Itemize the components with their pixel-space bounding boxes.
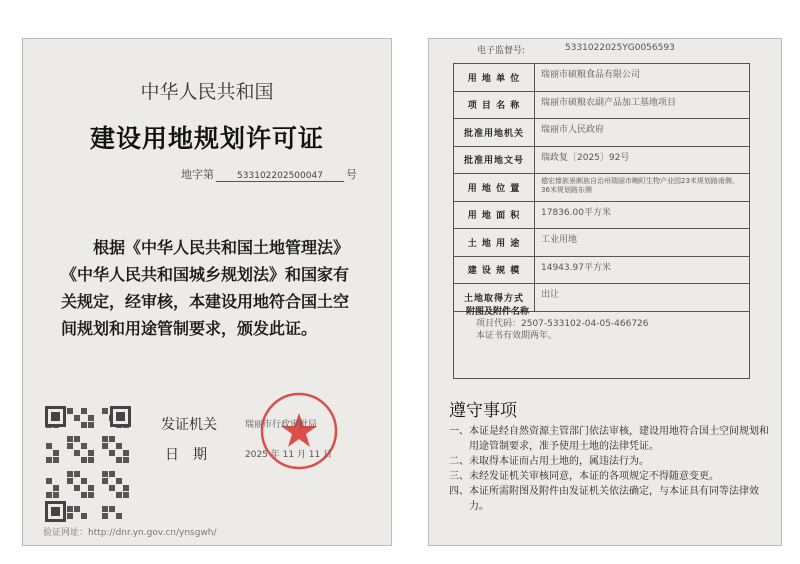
- qr-module: [88, 457, 94, 463]
- qr-module: [67, 471, 73, 477]
- field-value: 瑞丽市硕粮农副产品加工基地项目: [535, 91, 750, 119]
- qr-module: [109, 485, 115, 491]
- field-label: 用 地 位 置: [454, 174, 535, 202]
- qr-module: [123, 485, 129, 491]
- field-value: 14943.97平方米: [535, 256, 750, 284]
- qr-module: [116, 513, 122, 519]
- certificate-front-page: [22, 38, 392, 546]
- qr-module: [74, 471, 80, 477]
- field-label: 土地取得方式: [454, 284, 535, 312]
- qr-module: [53, 457, 59, 463]
- supervision-number: 5331022025YG0056593: [565, 43, 675, 53]
- field-value: 瑞丽市硕粮食品有限公司: [535, 64, 750, 92]
- qr-module: [102, 478, 108, 484]
- qr-module: [123, 450, 129, 456]
- field-value: 出让: [535, 284, 750, 312]
- field-label: 批准用地文号: [454, 146, 535, 174]
- table-row: [454, 174, 750, 202]
- qr-module: [74, 485, 80, 491]
- qr-module: [116, 457, 122, 463]
- qr-module: [67, 408, 73, 414]
- field-value: 德宏傣族景颇族自治州瑞丽市畹町生物产业园23米规划路南侧、36米规划路东侧: [535, 174, 750, 202]
- qr-module: [102, 513, 108, 519]
- land-info-table: [453, 63, 750, 312]
- qr-module: [51, 412, 60, 421]
- qr-module: [102, 443, 108, 449]
- field-value: 工业用地: [535, 229, 750, 257]
- attachments-box: [453, 298, 750, 379]
- qr-module: [102, 471, 108, 477]
- qr-module: [46, 443, 52, 449]
- field-label: 批准用地机关: [454, 119, 535, 147]
- supervision-label: 电子监督号:: [477, 46, 526, 56]
- field-value: 17836.00平方米: [535, 201, 750, 229]
- field-label: 建 设 规 模: [454, 256, 535, 284]
- qr-module: [67, 513, 73, 519]
- field-value: 瑞政复〔2025〕92号: [535, 146, 750, 174]
- qr-module: [109, 450, 115, 456]
- qr-module: [102, 436, 108, 442]
- field-label: 土 地 用 途: [454, 229, 535, 257]
- certificate-number: [181, 166, 357, 182]
- certificate-body: 根据《中华人民共和国土地管理法》《中华人民共和国城乡规划法》和国家有关规定，经审核，本建设用地符合国土空间规划和用途管制要求，颁发此证。: [61, 238, 350, 338]
- qr-module: [67, 506, 73, 512]
- qr-module: [67, 436, 73, 442]
- number-prefix: 地字第: [181, 168, 214, 181]
- qr-module: [88, 492, 94, 498]
- qr-module: [81, 443, 87, 449]
- qr-module: [81, 478, 87, 484]
- table-row: [454, 229, 750, 257]
- certificate-back-page: [428, 38, 782, 546]
- qr-module: [116, 443, 122, 449]
- qr-module: [46, 492, 52, 498]
- table-row: [454, 91, 750, 119]
- attachment-line: 项目代码：2507-533102-04-05-466726: [476, 319, 649, 329]
- qr-module: [88, 485, 94, 491]
- qr-module: [81, 492, 87, 498]
- qr-module: [51, 507, 60, 516]
- table-row: [454, 256, 750, 284]
- field-label: 用 地 单 位: [454, 64, 535, 92]
- rule-item: 三、未经发证机关审核同意，本证的各项规定不得随意变更。: [449, 471, 719, 482]
- certificate-title: 建设用地规划许可证: [89, 124, 324, 153]
- qr-module: [123, 492, 129, 498]
- qr-module: [116, 478, 122, 484]
- qr-module: [123, 457, 129, 463]
- qr-module: [109, 506, 115, 512]
- qr-module: [109, 471, 115, 477]
- qr-module: [81, 457, 87, 463]
- verify-url[interactable]: 验证网址：http://dnr.yn.gov.cn/ynsgwh/: [43, 528, 217, 538]
- table-row: [454, 146, 750, 174]
- qr-code[interactable]: [45, 406, 131, 522]
- qr-module: [88, 422, 94, 428]
- qr-module: [74, 436, 80, 442]
- attachment-line: 本证书有效期两年。: [476, 331, 558, 341]
- rule-item: 二、未取得本证而占用土地的，属违法行为。: [449, 456, 649, 467]
- country-name: 中华人民共和国: [140, 81, 274, 103]
- rules-title: 遵守事项: [449, 401, 517, 421]
- field-value: 瑞丽市人民政府: [535, 119, 750, 147]
- attachments-list: [476, 318, 649, 342]
- qr-module: [81, 408, 87, 414]
- field-label: 用 地 面 积: [454, 201, 535, 229]
- qr-module: [102, 506, 108, 512]
- qr-module: [46, 478, 52, 484]
- qr-module: [53, 450, 59, 456]
- qr-module: [53, 492, 59, 498]
- qr-module: [74, 506, 80, 512]
- qr-module: [46, 457, 52, 463]
- date-label: 日 期: [165, 447, 207, 463]
- rule-item: 一、本证是经自然资源主管部门依法审核，建设用地符合国土空间规划和用途管制要求，准予使用土地的法律凭证。: [449, 426, 769, 452]
- table-row: [454, 201, 750, 229]
- qr-module: [67, 443, 73, 449]
- date-value: 2025 年 11 月 11 日: [245, 450, 333, 460]
- table-row: [454, 64, 750, 92]
- qr-module: [116, 492, 122, 498]
- qr-module: [67, 478, 73, 484]
- number-suffix: 号: [346, 168, 357, 181]
- qr-module: [88, 415, 94, 421]
- qr-module: [74, 450, 80, 456]
- rule-item: 四、本证所需附图及附件由发证机关依法确定，与本证具有同等法律效力。: [449, 486, 759, 512]
- qr-module: [81, 513, 87, 519]
- issuer-value: 瑞丽市行政审批局: [245, 420, 318, 430]
- qr-module: [81, 422, 87, 428]
- qr-module: [116, 412, 125, 421]
- issuer-label: 发证机关: [161, 417, 217, 433]
- qr-module: [53, 485, 59, 491]
- qr-module: [102, 408, 108, 414]
- field-label: 项 目 名 称: [454, 91, 535, 119]
- table-row: [454, 119, 750, 147]
- qr-module: [109, 436, 115, 442]
- qr-module: [88, 450, 94, 456]
- qr-module: [74, 415, 80, 421]
- number-value: 533102202500047: [216, 171, 344, 182]
- rules-list: [449, 424, 769, 514]
- attachments-title: 附图及附件名称: [466, 307, 530, 317]
